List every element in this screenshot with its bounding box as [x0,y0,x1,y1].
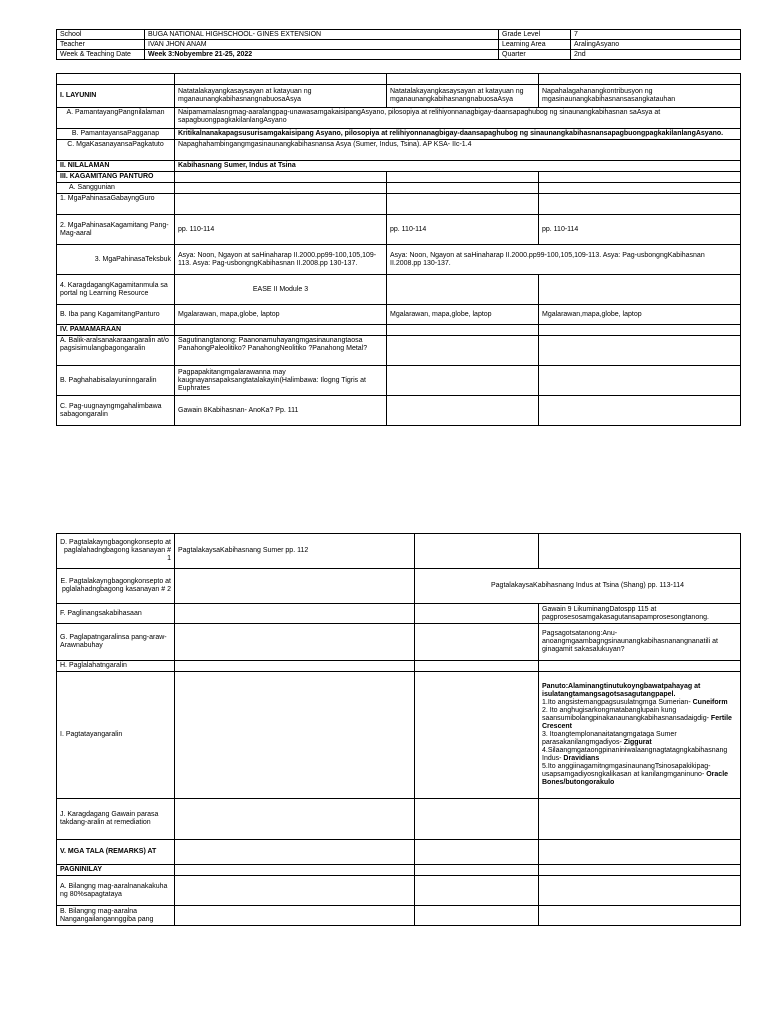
paglalapat-value: Pagsagotsatanong:Anu-anoangmgaambagngsinaunangkabihasnanangnanatili at ginagamit sakasalukuyan? [539,624,741,661]
spacer-cell [539,74,741,85]
nilalaman-value: Kabihasnang Sumer, Indus at Tsina [175,161,741,172]
empty-cell [415,865,539,876]
kagamitang-mag-aaral-day2: pp. 110-114 [387,215,539,245]
kagamitang-panturo-label: III. KAGAMITANG PANTURO [57,172,175,183]
pagtataya-item-4 [542,747,737,763]
gabay-guro-label: 1. MgaPahinasaGabayngGuro [57,194,175,215]
kagamitang-mag-aaral-label: 2. MgaPahinasaKagamitang Pang-Mag-aaral [57,215,175,245]
empty-cell [387,275,539,305]
question-text: 1.Ito angsistemangpagsusulatngmga Sumerian- [542,699,691,706]
layunin-label: I. LAYUNIN [57,85,175,108]
empty-cell [539,172,741,183]
pagtataya-item-3 [542,731,737,747]
pag-uugnay-label: C. Pag-uugnayngmgahalimbawa sabagongaralin [57,396,175,426]
pagninilay-label: PAGNINILAY [57,865,175,876]
pamantayan-sa-pagganap-label: B. PamantayansaPagganap [57,129,175,140]
empty-cell [175,661,415,672]
layunin-day3: Napahalagahanangkontribusyon ng mgasinaunangkabihasnansasangkatauhan [539,85,741,108]
layunin-day2: Natatalakayangkasaysayan at katayuan ng mganaunangkabihasnangnabuosaAsya [387,85,539,108]
nilalaman-label: II. NILALAMAN [57,161,175,172]
empty-cell [539,865,741,876]
empty-cell [175,569,415,604]
spacer-cell [175,74,387,85]
empty-cell [539,906,741,926]
iba-pang-kagamitan-day2: Mgalarawan, mapa,globe, laptop [387,305,539,325]
quarter-value: 2nd [571,50,741,60]
pagtataya-item-2 [542,707,737,731]
question-text: 4.Silaangmgataongpinaniniwalaangnagtatagngkabihasnang Indus- [542,747,728,762]
grade-label: Grade Level [499,30,571,40]
empty-cell [387,396,539,426]
empty-cell [175,906,415,926]
pamantayang-pangnilalaman-label: A. PamantayangPangnilalaman [57,108,175,129]
empty-cell [387,336,539,366]
empty-cell [539,840,741,865]
iba-pang-kagamitan-label: B. Iba pang KagamitangPanturo [57,305,175,325]
empty-cell [387,194,539,215]
empty-cell [175,840,415,865]
teacher-label: Teacher [57,40,145,50]
kasanayan-label: C. MgaKasanayansaPagkatuto [57,140,175,161]
layunin-day1: Natatalakayangkasaysayan at katayuan ng mganaunangkabihasnangnabuosaAsya [175,85,387,108]
balik-aral-value: Sagutinangtanong: Paanonamuhayangmgasinaunangtaosa PanahongPaleolitiko? PanahongNeolitiko ?Panahong Metal? [175,336,387,366]
balik-aral-label: A. Balik-aralsanakaraangaralin at/o pagsisimulangbagongaralin [57,336,175,366]
area-value: AralingAsyano [571,40,741,50]
empty-cell [175,172,387,183]
kasanayan-value: Napaghahambingangmgasinaunangkabihasnansa Asya (Sumer, Indus, Tsina). AP KSA- IIc-1.4 [175,140,741,161]
lesson-plan-table-part2 [56,533,741,926]
answer-text: Dravidians [563,755,600,762]
empty-cell [175,194,387,215]
kagamitang-mag-aaral-day3: pp. 110-114 [539,215,741,245]
empty-cell [387,183,539,194]
empty-cell [539,799,741,840]
spacer-cell [57,74,175,85]
empty-cell [387,172,539,183]
remarks-label: V. MGA TALA (REMARKS) AT [57,840,175,865]
pamantayang-pangnilalaman-value: Naipamamalasngmag-aaralangpag-unawasamgakaisipangAsyano, pilosopiya at relihiyonnanagbigay-daansapaghubog ng sinaunangkabihasnan saAsya at sapagbuongpagkakilanlangAsyano [175,108,741,129]
empty-cell [539,336,741,366]
portal-label: 4. KaragdagangKagamitanmula sa portal ng Learning Resource [57,275,175,305]
teksbuk-label: 3. MgaPahinasaTeksbuk [57,245,175,275]
pagtalakay-2-value: PagtalakaysaKabihasnang Indus at Tsina (Shang) pp. 113-114 [415,569,741,604]
empty-cell [175,865,415,876]
week-value: Week 3:Nobyembre 21-25, 2022 [145,50,499,60]
empty-cell [415,604,539,624]
empty-cell [415,906,539,926]
pagtataya-value [539,672,741,799]
empty-cell [539,194,741,215]
paglalahat-label: H. Paglalahatngaralin [57,661,175,672]
lesson-plan-table-part1 [56,73,741,426]
iba-pang-kagamitan-day1: Mgalarawan, mapa,globe, laptop [175,305,387,325]
week-label: Week & Teaching Date [57,50,145,60]
empty-cell [415,799,539,840]
school-label: School [57,30,145,40]
grade-value: 7 [571,30,741,40]
empty-cell [175,672,415,799]
pagtataya-label: I. Pagtatayangaralin [57,672,175,799]
pag-uugnay-value: Gawain 8Kabihasnan- AnoKa? Pp. 111 [175,396,387,426]
empty-cell [415,840,539,865]
empty-cell [175,604,415,624]
empty-cell [175,799,415,840]
teacher-value: IVAN JHON ANAM [145,40,499,50]
empty-cell [415,661,539,672]
bilang-remediation-label: B. Bilangng mag-aaralna Nangangailangannggiba pang [57,906,175,926]
paglalapat-label: G. Paglapatngaralinsa pang-araw-Arawnabuhay [57,624,175,661]
paghahabi-label: B. Paghahabisalayuninngaralin [57,366,175,396]
answer-text: Oracle Bones/butongorakulo [542,771,729,786]
portal-value: EASE II Module 3 [175,275,387,305]
quarter-label: Quarter [499,50,571,60]
header-table [56,29,741,60]
answer-text: Fertile Crescent [542,715,732,730]
empty-cell [415,672,539,799]
spacer-cell [387,74,539,85]
teksbuk-day1: Asya: Noon, Ngayon at saHinaharap II.2000.pp99-100,105,109-113. Asya: Pag-usbongngKabihasnan II.2008.pp 130-137. [175,245,387,275]
empty-cell [539,661,741,672]
paghahabi-value: Pagpapakitangmgalarawanna may kaugnayansapaksangtatalakayin(Halimbawa: Ilogng Tigris at Euphrates [175,366,387,396]
kagamitang-mag-aaral-day1: pp. 110-114 [175,215,387,245]
question-text: 2. Ito anghugisarkongmatabanglupain kung saansumibolangpinakanaunangkabihasnansadaigdig- [542,707,709,722]
empty-cell [415,624,539,661]
empty-cell [539,183,741,194]
paglinang-value: Gawain 9 LikuminangDatospp 115 at pagprosesosamgakasagutansapamprosesongtanong. [539,604,741,624]
iba-pang-kagamitan-day3: Mgalarawan,mapa,globe, laptop [539,305,741,325]
empty-cell [415,876,539,906]
empty-cell [387,366,539,396]
empty-cell [539,366,741,396]
empty-cell [539,325,741,336]
pamantayan-sa-pagganap-value: Kritikalnanakapagsusurisamgakaisipang Asyano, pilosopiya at relihiyonnanagbigay-daansapaghubog ng sinaunangkabihasnansapagbuongpagkakilanlangAsyano. [175,129,741,140]
empty-cell [175,183,387,194]
empty-cell [539,275,741,305]
paglinang-label: F. Paglinangsakabihasaan [57,604,175,624]
question-text: 3. Itoangtemplonanaitatangmgataga Sumer parasakanilangmgadiyos- [542,731,677,746]
answer-text: Ziggurat [623,739,652,746]
empty-cell [175,325,387,336]
pagtalakay-1-label: D. Pagtalakayngbagongkonsepto at paglalahadngbagong kasanayan # 1 [57,534,175,569]
pagtataya-instruction: Panuto:Alaminangtinutukoyngbawatpahayag at isulatangtamangsagotsasagutangpapel. [542,683,701,698]
empty-cell [539,396,741,426]
pagtataya-item-5 [542,763,737,787]
question-text: 5.Ito anggiinagamitngmgasinaunangTsinosapakikipag-usapsamgadiyosngkalikasan at kanilangmganinuno- [542,763,711,778]
pamamaraan-label: IV. PAMAMARAAN [57,325,175,336]
empty-cell [387,325,539,336]
empty-cell [175,624,415,661]
pagtalakay-2-label: E. Pagtalakayngbagongkonsepto at pglalahadngbagong kasanayan # 2 [57,569,175,604]
area-label: Learning Area [499,40,571,50]
empty-cell [175,876,415,906]
empty-cell [539,876,741,906]
teksbuk-day2: Asya: Noon, Ngayon at saHinaharap II.2000.pp99-100,105,109-113. Asya: Pag-usbongngKabihasnan II.2008.pp 130-137. [387,245,741,275]
pagtataya-item-1 [542,699,737,707]
sanggunian-label: A. Sanggunian [57,183,175,194]
bilang-80-label: A. Bilangng mag-aaralnanakakuha ng 80%sapagtataya [57,876,175,906]
karagdagang-gawain-label: J. Karagdagang Gawain parasa takdang-aralin at remediation [57,799,175,840]
pagtalakay-1-value: PagtalakaysaKabihasnang Sumer pp. 112 [175,534,415,569]
school-value: BUGA NATIONAL HIGHSCHOOL- GINES EXTENSION [145,30,499,40]
empty-cell [415,534,539,569]
empty-cell [539,534,741,569]
answer-text: Cuneiform [692,699,728,706]
